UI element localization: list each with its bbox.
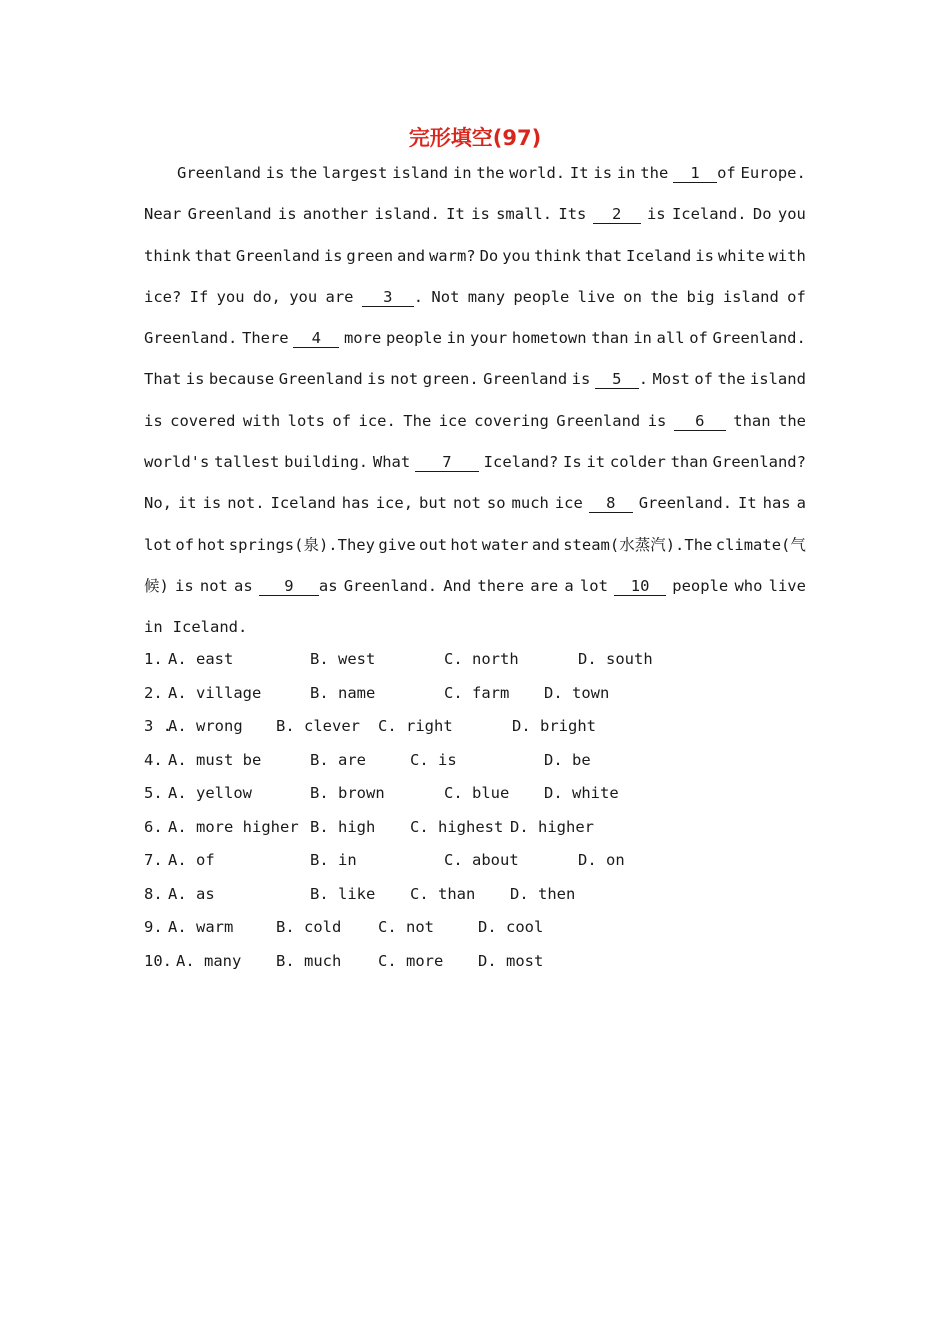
- passage-word: Greenland: [556, 411, 641, 430]
- answer-option: C. right: [378, 717, 453, 735]
- passage-word: of: [787, 287, 806, 306]
- answer-option: D. be: [544, 750, 591, 769]
- passage-word: island: [392, 164, 449, 182]
- question-number: 3 .: [144, 717, 172, 735]
- passage-word: think: [144, 246, 191, 265]
- answer-option: C. farm: [444, 683, 510, 702]
- passage-word: island: [722, 287, 779, 306]
- answer-option: B. cold: [276, 918, 342, 936]
- passage-word: Greenland?: [712, 453, 806, 472]
- passage-word: than: [591, 329, 629, 348]
- passage-word: people: [513, 287, 570, 306]
- answer-option: B. are: [310, 750, 366, 769]
- passage-word: That: [144, 370, 182, 389]
- passage-word: small.: [496, 205, 553, 224]
- passage-word: is: [185, 370, 205, 389]
- question-number: 2.: [144, 683, 163, 702]
- blank-suffix: of: [717, 164, 736, 182]
- passage-word: It: [446, 205, 465, 224]
- passage-line: [144, 613, 806, 654]
- passage-word: It: [738, 494, 757, 513]
- passage-word: on: [623, 287, 642, 306]
- passage-word: is: [277, 205, 297, 224]
- passage-word: many: [467, 287, 506, 306]
- passage-word: not: [452, 494, 481, 513]
- question-number: 6.: [144, 817, 163, 836]
- passage-word: the: [650, 287, 679, 306]
- answer-option: C. more: [378, 951, 444, 970]
- passage-word: it: [177, 494, 197, 513]
- passage-line: [144, 407, 806, 448]
- cloze-blank: 8: [589, 494, 633, 513]
- passage-word: No,: [144, 494, 172, 513]
- passage-word: Greenland.: [712, 329, 806, 348]
- passage-word: the: [476, 164, 505, 182]
- passage-word: of: [332, 411, 352, 430]
- passage-word: in: [616, 164, 636, 182]
- passage-word: And: [443, 576, 472, 595]
- passage-word: world's: [144, 453, 210, 472]
- passage-word: lots: [287, 411, 325, 430]
- passage-word: that: [584, 246, 623, 265]
- passage-word: green.: [422, 370, 479, 389]
- passage-word: all: [656, 329, 685, 348]
- passage-word: There: [241, 329, 289, 348]
- answer-option: D. most: [478, 951, 544, 970]
- passage-word: steam(水蒸汽).The: [563, 535, 713, 554]
- passage-word: than: [670, 453, 708, 472]
- blank-suffix: .: [413, 287, 424, 306]
- passage-word: in: [452, 164, 472, 182]
- passage-word: hot: [197, 535, 226, 554]
- passage-word: that: [194, 246, 232, 265]
- passage-word: lot: [579, 576, 608, 595]
- passage-word: If: [189, 287, 209, 306]
- passage-word: do,: [252, 287, 281, 306]
- passage-word: is: [202, 494, 222, 513]
- passage-word: the: [289, 164, 318, 182]
- passage-word: your: [469, 329, 508, 348]
- passage-word: hometown: [511, 329, 587, 348]
- passage-line: [144, 448, 806, 489]
- passage-word: is: [646, 205, 666, 224]
- passage-word: with: [768, 246, 806, 265]
- passage-word: is: [471, 205, 490, 224]
- question-number: 4.: [144, 750, 163, 769]
- passage-word: of: [175, 535, 195, 554]
- passage-word: not: [390, 370, 419, 389]
- cloze-blank: 9: [259, 577, 319, 596]
- passage-word: is: [647, 411, 667, 430]
- cloze-blank-group: [593, 200, 641, 241]
- answer-option: B. brown: [310, 784, 385, 802]
- passage-word: as: [234, 576, 253, 595]
- blank-suffix: .: [638, 370, 649, 389]
- passage-word: another: [302, 205, 369, 224]
- passage-word: springs(泉).They: [228, 535, 375, 554]
- passage-line: [144, 572, 806, 613]
- passage-word: What: [372, 453, 411, 472]
- answer-option: D. higher: [510, 817, 594, 836]
- answer-option: A. village: [168, 683, 262, 702]
- passage-word: island: [749, 370, 806, 389]
- answer-option: B. high: [310, 817, 376, 836]
- question-number: 8.: [144, 884, 163, 903]
- cloze-blank-group: [673, 159, 736, 200]
- cloze-blank: 7: [415, 453, 479, 472]
- passage-word: you: [289, 287, 318, 306]
- passage-word: ice: [438, 411, 467, 430]
- passage-word: the: [640, 164, 669, 182]
- passage-word: covered: [170, 411, 236, 430]
- document-title: 完形填空(97): [408, 126, 542, 150]
- answer-option: C. north: [444, 650, 519, 668]
- passage-word: tallest: [214, 453, 280, 472]
- passage-word: in: [633, 329, 652, 348]
- passage-line: [144, 324, 806, 365]
- cloze-blank: 10: [614, 577, 666, 596]
- passage-word: ice?: [144, 287, 182, 306]
- answer-option: D. then: [510, 884, 576, 903]
- passage-word: is: [175, 576, 194, 595]
- passage-word: than: [733, 411, 771, 430]
- answer-option: B. name: [310, 683, 376, 702]
- passage-word: ice,: [375, 494, 414, 513]
- passage-word: climate(气: [715, 535, 806, 554]
- cloze-blank: 2: [593, 205, 641, 224]
- passage-word: Greenland: [177, 164, 261, 182]
- passage-word: is: [695, 246, 714, 265]
- passage-word: ice: [554, 494, 583, 513]
- passage-line: [144, 365, 806, 406]
- passage-word: green: [346, 246, 394, 265]
- cloze-blank-group: [259, 572, 338, 613]
- answer-option: B. west: [310, 650, 376, 668]
- passage-word: It: [569, 164, 589, 182]
- passage-word: colder: [609, 453, 666, 472]
- passage-word: and: [531, 535, 560, 554]
- passage-word: people: [672, 576, 729, 595]
- passage-word: is: [323, 246, 343, 265]
- passage-word: it: [586, 453, 606, 472]
- passage-word: live: [768, 576, 806, 595]
- passage-word: Not: [431, 287, 460, 306]
- answer-option: C. is: [410, 750, 457, 769]
- answer-option: D. cool: [478, 918, 544, 936]
- answer-option: B. in: [310, 851, 357, 869]
- passage-word: Europe.: [740, 164, 806, 182]
- passage-word: 候): [144, 576, 169, 595]
- passage-word: is: [367, 370, 386, 389]
- answer-option: A. must be: [168, 750, 262, 769]
- passage-word: Greenland: [278, 370, 363, 389]
- answer-option: C. than: [410, 884, 476, 903]
- passage-word: the: [778, 411, 806, 430]
- question-number: 1.: [144, 650, 163, 668]
- passage-word: building.: [284, 453, 369, 472]
- passage-word: more: [343, 329, 382, 348]
- passage-word: is: [144, 411, 163, 430]
- passage-line: [144, 159, 806, 200]
- cloze-blank-group: [362, 283, 423, 324]
- answer-option: D. white: [544, 784, 619, 802]
- passage-word: a: [796, 494, 806, 513]
- passage-word: are: [325, 287, 354, 306]
- passage-word: Is: [563, 453, 582, 472]
- passage-word: Iceland: [626, 246, 692, 265]
- passage-line: [144, 531, 806, 572]
- passage-word: hot: [450, 535, 479, 554]
- passage-word: world.: [509, 164, 566, 182]
- passage-line: [144, 283, 806, 324]
- passage-word: there: [477, 576, 525, 595]
- passage-word: who: [734, 576, 763, 595]
- cloze-blank-group: [674, 407, 726, 448]
- passage-word: much: [511, 494, 549, 513]
- cloze-blank-group: [589, 489, 633, 530]
- passage-word: in: [144, 618, 163, 637]
- question-number: 9.: [144, 918, 163, 936]
- answer-option: A. warm: [168, 918, 234, 936]
- passage-word: of: [689, 329, 708, 348]
- passage-word: people: [385, 329, 442, 348]
- passage-word: largest: [322, 164, 388, 182]
- passage-word: are: [530, 576, 559, 595]
- passage-word: is: [593, 164, 613, 182]
- passage-word: a: [564, 576, 574, 595]
- answer-option: D. bright: [512, 717, 596, 735]
- cloze-blank: 1: [673, 164, 717, 183]
- answer-option: D. town: [544, 683, 610, 702]
- passage-word: of: [694, 370, 713, 389]
- passage-word: you: [216, 287, 245, 306]
- passage-word: you: [502, 246, 531, 265]
- passage-word: Iceland: [270, 494, 336, 513]
- passage-word: live: [577, 287, 615, 306]
- answer-option: A. more higher: [168, 817, 299, 836]
- passage-word: Do: [752, 205, 772, 224]
- passage-word: Iceland.: [172, 618, 248, 637]
- passage-word: give: [378, 535, 416, 554]
- answer-option: A. wrong: [168, 717, 243, 735]
- passage-word: but: [419, 494, 447, 513]
- passage-word: Its: [558, 205, 587, 224]
- answer-option: D. south: [578, 650, 653, 668]
- answer-option: D. on: [578, 851, 625, 869]
- cloze-blank-group: [415, 448, 479, 489]
- passage-word: so: [486, 494, 506, 513]
- passage-word: Greenland.: [638, 494, 733, 513]
- passage-word: Iceland?: [483, 453, 559, 472]
- answer-option: C. highest: [410, 817, 504, 836]
- answer-option: B. much: [276, 951, 342, 970]
- passage-word: you: [777, 205, 806, 224]
- passage-word: with: [242, 411, 281, 430]
- passage-word: warm?: [428, 246, 476, 265]
- passage-word: Greenland: [187, 205, 272, 224]
- answer-option: B. like: [310, 884, 376, 903]
- passage-word: Greenland.: [343, 576, 438, 595]
- passage-word: is: [265, 164, 285, 182]
- answer-option: A. as: [168, 884, 215, 903]
- answer-option: A. east: [168, 650, 234, 668]
- cloze-blank: 3: [362, 288, 414, 307]
- passage-word: water: [481, 535, 529, 554]
- question-number: 7.: [144, 851, 163, 869]
- passage-word: white: [717, 246, 765, 265]
- answer-option: C. about: [444, 851, 519, 869]
- question-number: 10.: [144, 951, 172, 970]
- answer-option: A. yellow: [168, 784, 252, 802]
- passage-word: has: [341, 494, 370, 513]
- passage-word: not: [199, 576, 228, 595]
- passage-word: lot: [144, 535, 172, 554]
- cloze-blank: 6: [674, 412, 726, 431]
- passage-line: [144, 489, 806, 530]
- passage-word: Most: [652, 370, 690, 389]
- cloze-blank-group: [293, 324, 339, 365]
- passage-word: Do: [479, 246, 499, 265]
- passage-word: because: [208, 370, 275, 389]
- passage-word: Near: [144, 205, 182, 224]
- cloze-passage: [144, 159, 806, 655]
- passage-word: Greenland: [235, 246, 320, 265]
- cloze-blank-group: [595, 365, 648, 406]
- blank-suffix: as: [318, 576, 338, 595]
- passage-word: not.: [227, 494, 265, 513]
- passage-word: the: [717, 370, 746, 389]
- passage-word: Iceland.: [671, 205, 747, 224]
- passage-word: covering: [474, 411, 549, 430]
- answer-option: B. clever: [276, 717, 360, 735]
- passage-word: The: [403, 411, 432, 430]
- passage-word: island.: [374, 205, 440, 224]
- passage-line: [144, 242, 806, 283]
- answer-option: C. not: [378, 918, 434, 936]
- passage-word: Greenland: [483, 370, 568, 389]
- answer-option: A. of: [168, 851, 215, 869]
- cloze-blank: 5: [595, 370, 639, 389]
- passage-word: Greenland.: [144, 329, 238, 348]
- question-number: 5.: [144, 784, 163, 802]
- passage-word: and: [397, 246, 426, 265]
- answer-option: C. blue: [444, 784, 510, 802]
- cloze-blank-group: [614, 572, 666, 613]
- passage-word: out: [419, 535, 448, 554]
- passage-line: [144, 200, 806, 241]
- passage-word: in: [446, 329, 466, 348]
- passage-word: is: [571, 370, 591, 389]
- answer-option: A. many: [176, 951, 242, 970]
- cloze-blank: 4: [293, 329, 339, 348]
- passage-word: think: [534, 246, 581, 265]
- passage-word: big: [686, 287, 715, 306]
- passage-word: has: [762, 494, 791, 513]
- passage-word: ice.: [358, 411, 396, 430]
